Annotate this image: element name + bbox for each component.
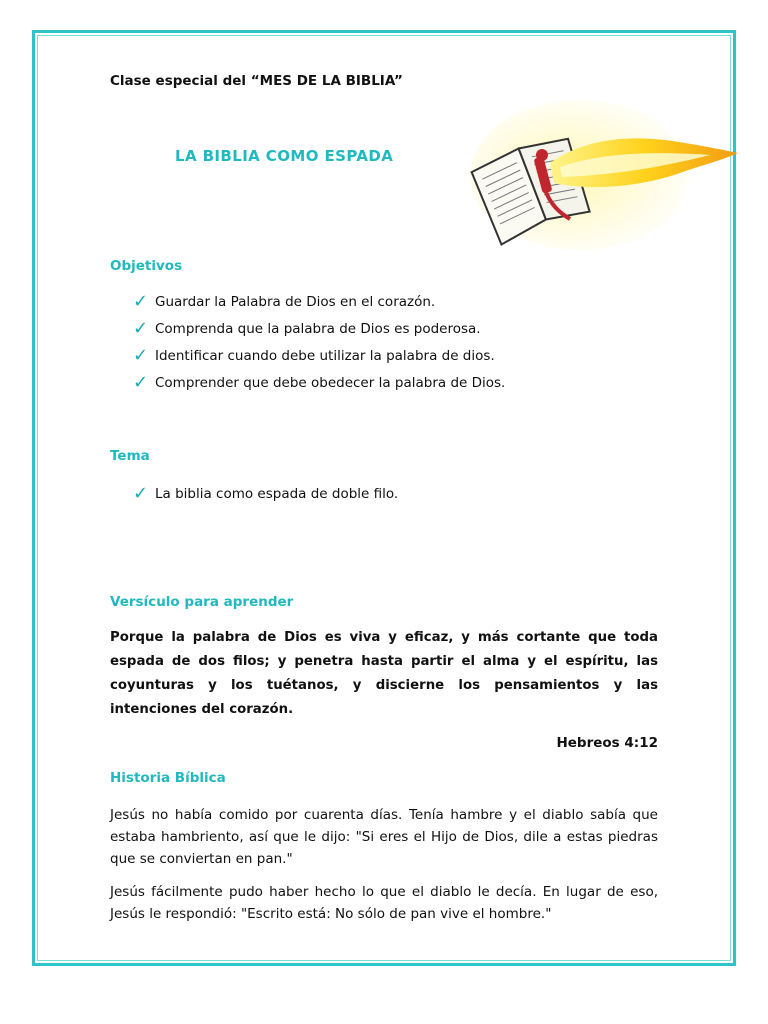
page-title: LA BIBLIA COMO ESPADA [175,147,394,165]
historia-heading: Historia Bíblica [110,770,226,786]
tema-heading: Tema [110,448,150,464]
list-item: ✓ Guardar la Palabra de Dios en el corazón. [133,290,436,312]
list-item: ✓ La biblia como espada de doble filo. [133,482,399,504]
objetivos-list [133,288,505,396]
intro-line: Clase especial del “MES DE LA BIBLIA” [110,73,403,89]
check-icon: ✓ [133,317,149,339]
memory-verse: Porque la palabra de Dios es viva y eficaz, y más cortante que toda espada de dos filos; y penetra hasta partir el alma y el espíritu, las coyunturas y los tuétanos, y discierne los pensamientos y las intenciones del corazón. [110,630,658,717]
check-icon: ✓ [133,482,149,504]
list-item: ✓ Identificar cuando debe utilizar la palabra de dios. [133,344,495,366]
verse-reference: Hebreos 4:12 [556,735,658,751]
check-icon: ✓ [133,290,149,312]
list-item: ✓ Comprenda que la palabra de Dios es poderosa. [133,317,481,339]
tema-list [133,480,398,507]
versiculo-heading: Versículo para aprender [110,594,294,610]
list-item: ✓ Comprender que debe obedecer la palabra de Dios. [133,371,506,393]
check-icon: ✓ [133,344,149,366]
story-paragraph: Jesús fácilmente pudo haber hecho lo que el diablo le decía. En lugar de eso, Jesús le respondió: "Escrito está: No sólo de pan vive el hombre." [110,884,658,922]
flaming-bible-sword-icon [470,95,740,265]
check-icon: ✓ [133,371,149,393]
story-paragraph: Jesús no había comido por cuarenta días. Tenía hambre y el diablo sabía que estaba hambriento, así que le dijo: "Si eres el Hijo de Dios, dile a estas piedras que se conviertan en pan." [110,807,658,867]
objetivos-heading: Objetivos [110,258,183,274]
